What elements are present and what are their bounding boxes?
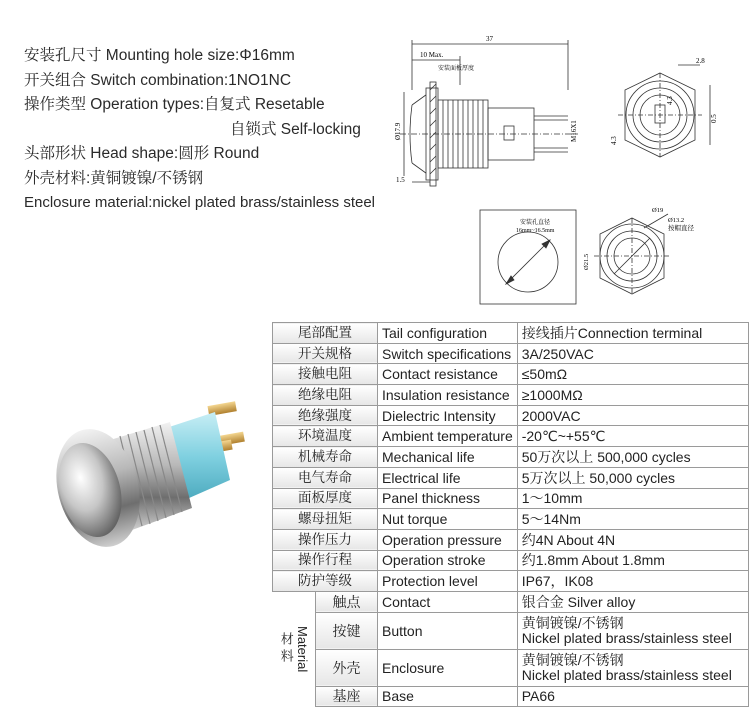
side-view-drawing: [390, 30, 590, 200]
dim-max-length: 10 Max.: [420, 51, 444, 59]
row-label-en: Enclosure: [378, 649, 518, 686]
table-row: [273, 571, 749, 592]
table-row: [273, 509, 749, 530]
row-label-cn: 绝缘强度: [273, 405, 378, 426]
row-label-cn: 开关规格: [273, 343, 378, 364]
dim-2-8: 2.8: [696, 57, 705, 65]
hole-diameter-label: 安装孔直径: [520, 220, 551, 226]
row-label-en: Panel thickness: [378, 488, 518, 509]
row-value: 50万次以上 500,000 cycles: [517, 447, 748, 468]
table-row: [273, 405, 749, 426]
row-value-cn: 黄铜镀镍/不锈钢: [521, 614, 624, 631]
row-value: 1～10mm: [517, 488, 748, 509]
cap-drawing: [580, 200, 730, 310]
dim-cap-19: Ø19: [652, 207, 664, 214]
dim-4-3-b: 4.3: [610, 136, 618, 145]
row-value: [517, 649, 748, 686]
spec-table: [272, 322, 749, 707]
row-label-cn: 机械寿命: [273, 447, 378, 468]
row-label-cn: 操作行程: [273, 550, 378, 571]
row-label-en: Dielectric Intensity: [378, 405, 518, 426]
row-value-cn: 黄铜镀镍/不锈钢: [521, 651, 624, 668]
table-row-material: [273, 649, 749, 686]
row-label-cn: 尾部配置: [273, 323, 378, 344]
row-label-en: Ambient temperature: [378, 426, 518, 447]
cap-diameter-label: 按帽直径: [668, 225, 694, 232]
dim-0-5: 0.5: [710, 114, 718, 123]
table-row-material: [273, 612, 749, 649]
table-row: [273, 488, 749, 509]
row-value: 约4N About 4N: [517, 529, 748, 550]
row-label-cn: 按键: [316, 612, 378, 649]
table-row-material: [273, 686, 749, 707]
dim-flange: 1.5: [396, 176, 405, 184]
operation-types-self-locking: 自锁式 Self-locking: [230, 120, 361, 138]
row-value: 接线插片Connection terminal: [517, 323, 748, 344]
row-value: PA66: [517, 686, 748, 707]
table-row: [273, 343, 749, 364]
row-label-cn: 基座: [316, 686, 378, 707]
spec-summary: [24, 44, 414, 216]
row-value-en: Nickel plated brass/stainless steel: [521, 666, 732, 683]
mounting-hole-drawing: [478, 208, 588, 308]
row-label-cn: 操作压力: [273, 529, 378, 550]
row-label-cn: 触点: [316, 591, 378, 612]
switch-combination: 开关组合 Switch combination:1NO1NC: [24, 71, 292, 89]
dim-thread: M16X1: [570, 120, 578, 142]
row-label-cn: 环境温度: [273, 426, 378, 447]
row-value: 5～14Nm: [517, 509, 748, 530]
row-value: IP67，IK08: [517, 571, 748, 592]
front-view-drawing: [600, 45, 730, 195]
dim-head-diameter: Ø17.9: [394, 122, 402, 140]
push-button-switch-photo: [30, 390, 270, 590]
row-label-en: Switch specifications: [378, 343, 518, 364]
table-row: [273, 364, 749, 385]
row-label-en: Operation pressure: [378, 529, 518, 550]
row-label-en: Electrical life: [378, 467, 518, 488]
row-value: ≤50mΩ: [517, 364, 748, 385]
row-label-en: Mechanical life: [378, 447, 518, 468]
shell-material-cn: 外壳材料:黄铜镀镍/不锈钢: [24, 169, 204, 187]
table-row: [273, 385, 749, 406]
row-value: 2000VAC: [517, 405, 748, 426]
row-label-en: Base: [378, 686, 518, 707]
row-value: 约1.8mm About 1.8mm: [517, 550, 748, 571]
row-label-en: Operation stroke: [378, 550, 518, 571]
table-row: [273, 323, 749, 344]
material-label-en: Material: [294, 626, 310, 673]
row-label-en: Button: [378, 612, 518, 649]
head-shape: 头部形状 Head shape:圆形 Round: [24, 145, 260, 162]
row-label-en: Contact resistance: [378, 364, 518, 385]
dim-panel-thickness-label: 安装面板厚度: [438, 66, 475, 72]
row-label-en: Contact: [378, 591, 518, 612]
row-label-cn: 外壳: [316, 649, 378, 686]
row-value: ≥1000MΩ: [517, 385, 748, 406]
dim-cap-13-2: Ø13.2: [668, 217, 685, 224]
table-row: [273, 467, 749, 488]
table-row-material: [273, 591, 749, 612]
row-label-cn: 接触电阻: [273, 364, 378, 385]
row-value: [517, 612, 748, 649]
row-label-en: Protection level: [378, 571, 518, 592]
row-label-cn: 螺母扭矩: [273, 509, 378, 530]
table-row: [273, 529, 749, 550]
hole-diameter-range: 16mm~16.5mm: [516, 228, 555, 234]
row-value-en: Nickel plated brass/stainless steel: [521, 629, 732, 646]
row-label-cn: 面板厚度: [273, 488, 378, 509]
row-label-cn: 绝缘电阻: [273, 385, 378, 406]
row-value: 银合金 Silver alloy: [517, 591, 748, 612]
row-label-en: Insulation resistance: [378, 385, 518, 406]
row-label-cn: 防护等级: [273, 571, 378, 592]
table-row: [273, 426, 749, 447]
material-group-label: [273, 591, 316, 706]
row-label-en: Nut torque: [378, 509, 518, 530]
row-label-cn: 电气寿命: [273, 467, 378, 488]
enclosure-material: Enclosure material:nickel plated brass/stainless steel: [24, 194, 375, 211]
material-label-cn: 材料: [278, 632, 294, 667]
dim-cap-21-5: Ø21.5: [583, 253, 590, 270]
operation-types: 操作类型 Operation types:自复式 Resetable: [24, 96, 325, 113]
mounting-hole-size: 安装孔尺寸 Mounting hole size:Φ16mm: [24, 47, 295, 64]
row-value: -20℃~+55℃: [517, 426, 748, 447]
row-label-en: Tail configuration: [378, 323, 518, 344]
dim-4-3-a: 4.3: [666, 96, 674, 105]
table-row: [273, 447, 749, 468]
dim-total-length: 37: [486, 35, 493, 43]
table-row: [273, 550, 749, 571]
row-value: 5万次以上 50,000 cycles: [517, 467, 748, 488]
row-value: 3A/250VAC: [517, 343, 748, 364]
